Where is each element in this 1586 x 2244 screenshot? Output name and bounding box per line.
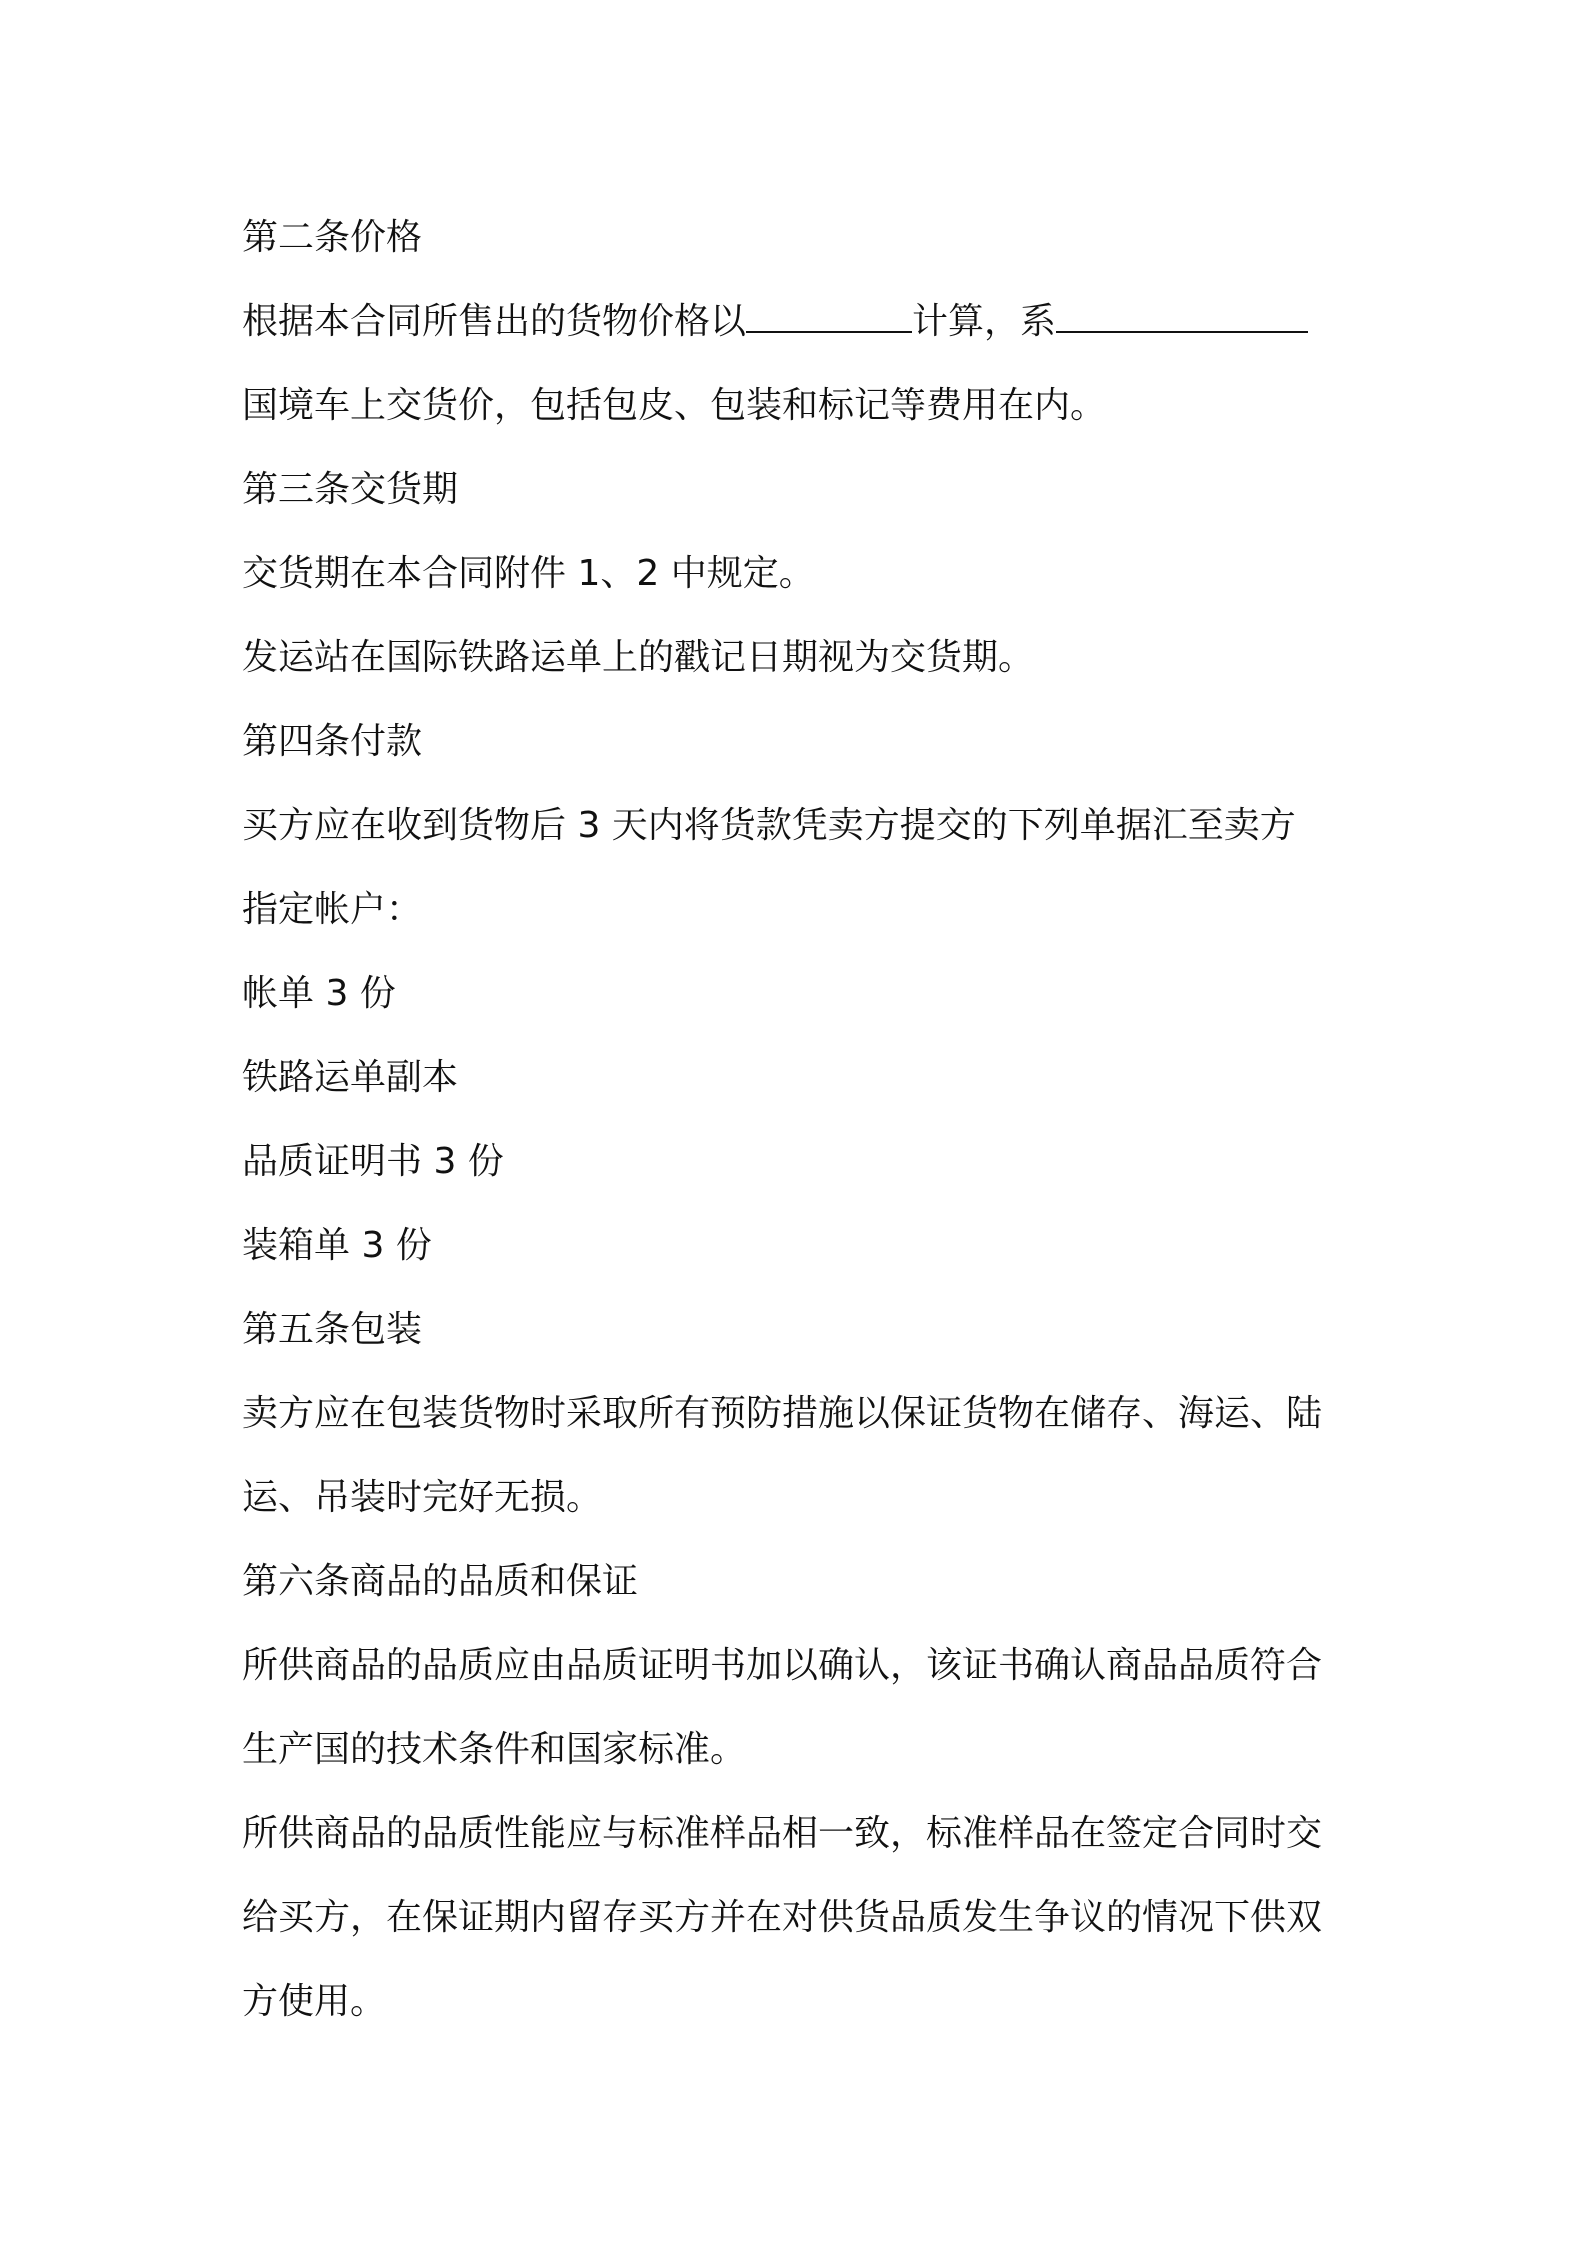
heading-article-5-packing: 第五条包装: [242, 1309, 423, 1350]
packing-clause-line-1: 卖方应在包装货物时采取所有预防措施以保证货物在储存、海运、陆: [242, 1393, 1323, 1434]
document-list-item: 铁路运单副本: [242, 1057, 459, 1098]
quality-clause-1-line-1: 所供商品的品质应由品质证明书加以确认，该证书确认商品品质符合: [242, 1645, 1323, 1686]
price-basis-blank: [746, 297, 912, 333]
price-clause-line: [242, 280, 1362, 364]
delivery-clause-2: 发运站在国际铁路运单上的戳记日期视为交货期。: [242, 637, 1035, 678]
payment-clause-line-1: 买方应在收到货物后 3 天内将货款凭卖方提交的下列单据汇至卖方: [242, 805, 1296, 846]
document-list-item: 品质证明书 3 份: [242, 1141, 504, 1182]
document-list-item: 装箱单 3 份: [242, 1225, 432, 1266]
heading-article-4-payment: 第四条付款: [242, 721, 423, 762]
price-clause-text-before: 根据本合同所售出的货物价格以: [242, 301, 747, 342]
quality-clause-2-line-2: 给买方，在保证期内留存买方并在对供货品质发生争议的情况下供双: [242, 1897, 1323, 1938]
delivery-location-blank: [1056, 297, 1308, 333]
heading-article-3-delivery: 第三条交货期: [242, 469, 459, 510]
quality-clause-2-line-3: 方使用。: [242, 1981, 387, 2022]
contract-text: [242, 196, 1362, 2044]
payment-clause-line-2: 指定帐户：: [242, 889, 423, 930]
packing-clause-line-2: 运、吊装时完好无损。: [242, 1477, 603, 1518]
quality-clause-2-line-1: 所供商品的品质性能应与标准样品相一致，标准样品在签定合同时交: [242, 1813, 1323, 1854]
price-clause-continuation: 国境车上交货价，包括包皮、包装和标记等费用在内。: [242, 385, 1107, 426]
heading-article-6-quality: 第六条商品的品质和保证: [242, 1561, 639, 1602]
price-clause-text-middle: 计算，系: [912, 301, 1057, 342]
heading-article-2-price: 第二条价格: [242, 217, 423, 258]
document-list-item: 帐单 3 份: [242, 973, 396, 1014]
delivery-clause-1: 交货期在本合同附件 1、2 中规定。: [242, 553, 815, 594]
quality-clause-1-line-2: 生产国的技术条件和国家标准。: [242, 1729, 747, 1770]
